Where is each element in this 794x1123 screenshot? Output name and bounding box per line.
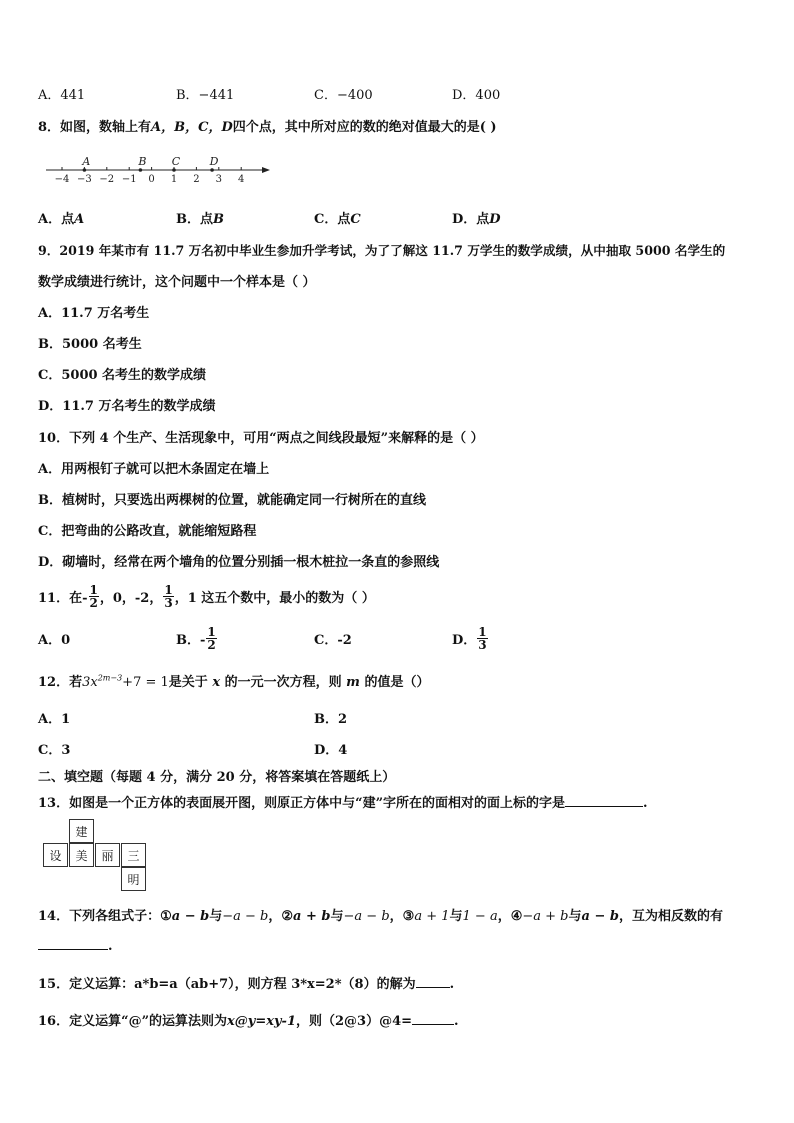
q10-option-a: A．用两根钉子就可以把木条固定在墙上 — [38, 462, 270, 477]
number-line-tick-label: −4 — [54, 174, 70, 185]
q14-answer-line: . — [38, 937, 113, 954]
q9-stem-line1: 9．2019 年某市有 11.7 万名初中毕业生参加升学考试，为了了解这 11.7 万学生的数学成绩，从中抽取 5000 名学生的 — [38, 243, 726, 258]
number-line-point-a — [83, 168, 87, 172]
q8-option-c: C．点C — [314, 212, 361, 227]
q12-option-d: D．4 — [314, 743, 348, 758]
q11-stem: 11．在- $\frac{1}{2}$ ，0，-2， $\frac{1}{3}$ ，1 这五个数中，最小的数为（ ） — [38, 582, 375, 610]
q14-stem: 14．下列各组式子：①a − b与−a − b，②a + b与−a − b，③a + 1与1 − a，④−a + b与a − b，互为相反数的有 — [38, 909, 723, 924]
net-cell-li: 丽 — [95, 843, 120, 867]
q8-stem-text-end: 四个点，其中所对应的数的绝对值最大的是( ) — [232, 120, 497, 135]
net-cell-jian: 建 — [69, 819, 94, 843]
number-line-tick-label: −3 — [77, 174, 92, 185]
net-cell-san: 三 — [121, 843, 146, 867]
q10-stem: 10．下列 4 个生产、生活现象中，可用“两点之间线段最短”来解释的是（ ） — [38, 431, 484, 446]
q12-option-c: C．3 — [38, 743, 71, 758]
q16-answer-blank[interactable] — [412, 1012, 454, 1025]
fraction-one-half: $\frac{1}{2}$ — [89, 582, 98, 610]
number-line-figure — [40, 148, 280, 190]
q8-stem-text: 8．如图，数轴上有 — [38, 120, 152, 135]
q11-option-c: C．-2 — [314, 632, 352, 648]
q8-option-b: B．点B — [176, 212, 224, 227]
number-line-point-d — [210, 168, 214, 172]
number-line-tick-label: −2 — [99, 174, 115, 185]
q8-stem — [38, 116, 497, 135]
q9-option-a: A．11.7 万名考生 — [38, 306, 150, 321]
number-line-tick-label: 4 — [238, 174, 245, 185]
q11-option-b: B．- $\frac{1}{2}$ — [176, 624, 216, 652]
number-line-tick-label: 2 — [193, 174, 200, 185]
number-line-point-label: D — [209, 155, 219, 168]
number-line-point-label: B — [138, 155, 147, 168]
q13-answer-blank[interactable] — [565, 794, 643, 807]
q12-stem: 12．若$3x^{2m-3}+7 = 1$是关于 x 的一元一次方程，则 m 的值是（） — [38, 673, 430, 690]
number-line-tick-label: 0 — [148, 174, 155, 185]
q12-option-b: B．2 — [314, 712, 348, 727]
q9-stem-line2: 数学成绩进行统计，这个问题中一个样本是（ ） — [38, 275, 316, 290]
q10-option-d: D．砌墙时，经常在两个墙角的位置分别插一根木桩拉一条直的参照线 — [38, 555, 440, 570]
net-cell-mei: 美 — [69, 843, 94, 867]
q8-stem-points: A，B，C，D — [151, 120, 233, 135]
q14-answer-blank[interactable] — [38, 937, 108, 950]
number-line-point-label: C — [171, 155, 181, 168]
number-line-arrow-icon — [262, 167, 270, 173]
net-cell-ming: 明 — [121, 867, 146, 891]
q8-option-a: A．点A — [38, 212, 85, 227]
q10-option-c: C．把弯曲的公路改直，就能缩短路程 — [38, 524, 257, 539]
q9-option-b: B．5000 名考生 — [38, 337, 142, 352]
number-line-tick-label: 3 — [215, 174, 222, 185]
number-line-point-label: A — [82, 155, 91, 168]
number-line-point-c — [172, 168, 176, 172]
q13-stem: 13．如图是一个正方体的表面展开图，则原正方体中与“建”字所在的面相对的面上标的字是 . — [38, 796, 648, 811]
net-cell-she: 设 — [43, 843, 68, 867]
fraction-one-third: $\frac{1}{3}$ — [164, 582, 173, 610]
q7-option-c: C．−400 — [314, 88, 373, 103]
q11-option-d: D． $\frac{1}{3}$ — [452, 624, 487, 652]
q7-option-a: A．441 — [38, 88, 86, 103]
number-line-tick-label: 1 — [170, 174, 178, 185]
q15-answer-blank[interactable] — [416, 975, 450, 988]
q12-option-a: A．1 — [38, 712, 71, 727]
q8-option-d: D．点D — [452, 212, 501, 227]
q15-stem: 15．定义运算：a*b=a（ab+7），则方程 3*x=2*（8）的解为 . — [38, 977, 455, 992]
section-heading-fill-in: 二、填空题（每题 4 分，满分 20 分，将答案填在答题纸上） — [38, 770, 396, 785]
q9-option-c: C．5000 名考生的数学成绩 — [38, 368, 207, 383]
q9-option-d: D．11.7 万名考生的数学成绩 — [38, 399, 216, 414]
q11-option-a: A．0 — [38, 632, 71, 648]
q16-stem: 16．定义运算“@”的运算法则为x@y=xy-1，则（2@3）@4= . — [38, 1014, 459, 1029]
q7-option-b: B．−441 — [176, 88, 235, 103]
q7-option-d: D．400 — [452, 88, 501, 103]
number-line-point-b — [139, 168, 143, 172]
number-line-tick-label: −1 — [121, 174, 137, 185]
q10-option-b: B．植树时，只要选出两棵树的位置，就能确定同一行树所在的直线 — [38, 493, 426, 508]
